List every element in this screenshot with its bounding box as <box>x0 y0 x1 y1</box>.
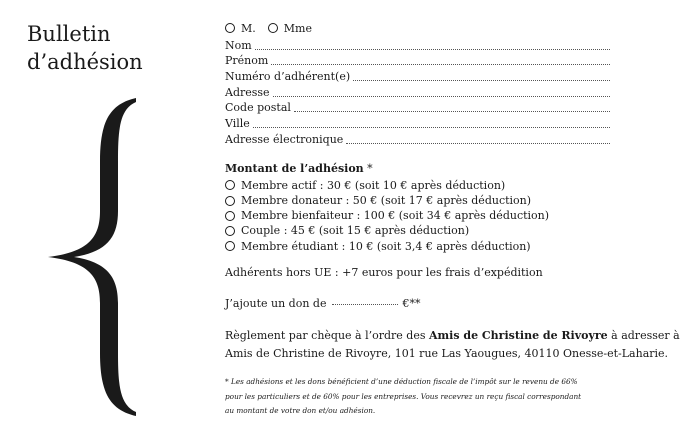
field-ville <box>225 114 610 130</box>
civility-label-mme: Mme <box>283 21 312 35</box>
civility-option-mme[interactable] <box>268 22 312 35</box>
civility-row <box>225 20 610 36</box>
radio-mme[interactable] <box>268 23 278 33</box>
prenom-input-line[interactable] <box>271 63 610 65</box>
code-postal-input-line[interactable] <box>294 110 610 112</box>
field-nom <box>225 36 610 52</box>
field-label: Nom <box>225 38 252 52</box>
payment-payee: Amis de Christine de Rivoyre <box>429 329 608 342</box>
email-input-line[interactable] <box>346 142 610 144</box>
page-title <box>27 20 143 76</box>
title-line-2: d’adhésion <box>27 50 143 74</box>
field-adresse <box>225 83 610 99</box>
membership-heading <box>225 162 610 178</box>
field-label: Adresse <box>225 85 270 99</box>
footnote-line-2: pour les particuliers et de 60% pour les entreprises. Vous recevrez un reçu fiscal correspondant <box>225 391 582 401</box>
title-line-1: Bulletin <box>27 22 111 46</box>
field-prenom <box>225 52 610 68</box>
ville-input-line[interactable] <box>253 126 610 128</box>
field-code-postal <box>225 99 610 115</box>
membership-option-actif[interactable] <box>225 178 610 193</box>
required-mark: * <box>363 161 373 175</box>
radio-actif[interactable] <box>225 180 235 190</box>
numero-adherent-input-line[interactable] <box>353 79 610 81</box>
payment-instructions <box>225 327 680 363</box>
civility-label-m: M. <box>241 21 256 35</box>
membership-option-label: Couple : 45 € (soit 15 € après déduction) <box>241 224 470 238</box>
field-label: Numéro d’adhérent(e) <box>225 70 351 84</box>
membership-option-couple[interactable] <box>225 223 610 238</box>
shipping-note: Adhérents hors UE : +7 euros pour les frais d’expédition <box>225 266 543 279</box>
footnote-line-3: au montant de votre don et/ou adhésion. <box>225 406 376 415</box>
payment-text: Règlement par chèque à l’ordre des <box>225 329 429 342</box>
adresse-input-line[interactable] <box>273 95 610 97</box>
field-label: Code postal <box>225 101 291 115</box>
radio-etudiant[interactable] <box>225 241 235 251</box>
radio-m[interactable] <box>225 23 235 33</box>
field-label: Ville <box>225 117 250 131</box>
payment-line-1 <box>225 327 680 345</box>
membership-option-label: Membre bienfaiteur : 100 € (soit 34 € après déduction) <box>241 209 550 223</box>
membership-form <box>225 20 610 254</box>
payment-line-2: Amis de Christine de Rivoyre, 101 rue Las Yaougues, 40110 Onesse-et-Laharie. <box>225 347 669 360</box>
payment-text-after: à adresser à <box>607 329 680 342</box>
footnote-line-1: * Les adhésions et les dons bénéficient d’une déduction fiscale de l’impôt sur le revenu de 66% <box>225 377 578 386</box>
membership-option-bienfaiteur[interactable] <box>225 208 610 223</box>
donation-amount-input-line[interactable] <box>332 304 398 305</box>
footnote <box>225 375 605 419</box>
donation-suffix: €** <box>402 297 421 310</box>
membership-option-label: Membre donateur : 50 € (soit 17 € après déduction) <box>241 194 532 208</box>
donation-prefix: J’ajoute un don de <box>225 297 327 310</box>
membership-option-label: Membre actif : 30 € (soit 10 € après déduction) <box>241 178 506 192</box>
curly-brace-decoration <box>40 96 140 418</box>
field-adresse-electronique <box>225 130 610 146</box>
membership-option-etudiant[interactable] <box>225 239 610 254</box>
field-label: Adresse électronique <box>225 132 344 146</box>
field-numero-adherent <box>225 67 610 83</box>
donation-line <box>225 297 420 310</box>
membership-option-label: Membre étudiant : 10 € (soit 3,4 € après déduction) <box>241 239 531 253</box>
nom-input-line[interactable] <box>255 48 610 50</box>
membership-heading-text: Montant de l’adhésion <box>225 161 364 175</box>
radio-bienfaiteur[interactable] <box>225 211 235 221</box>
membership-option-donateur[interactable] <box>225 193 610 208</box>
civility-option-m[interactable] <box>225 22 256 35</box>
radio-donateur[interactable] <box>225 196 235 206</box>
radio-couple[interactable] <box>225 226 235 236</box>
field-label: Prénom <box>225 54 269 68</box>
